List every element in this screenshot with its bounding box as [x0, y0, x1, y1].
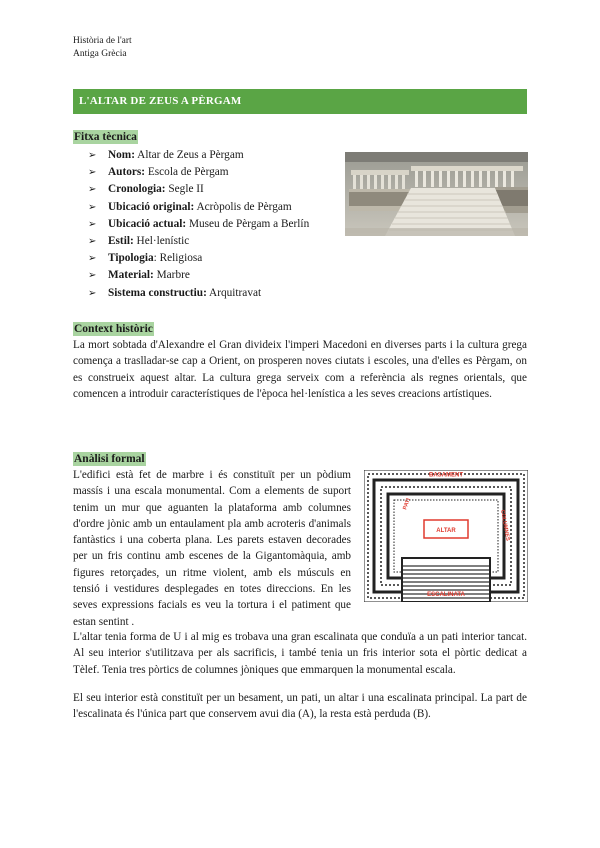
- arrow-bullet-icon: ➢: [88, 270, 97, 282]
- plan-label-escalinata: ESCALINATA: [427, 592, 465, 598]
- item-value: Acròpolis de Pèrgam: [194, 200, 292, 213]
- item-label: Nom:: [108, 149, 135, 161]
- item-value: Arquitravat: [206, 286, 262, 299]
- analisi-heading: Anàlisi formal: [74, 453, 145, 465]
- arrow-bullet-icon: ➢: [88, 167, 97, 179]
- analisi-paragraph-2: L'altar tenia forma de U i al mig es trobava una gran escalinata que conduïa a un pati interior tancat. Al seu interior s'utilitzava per als sacrificis, i també tenia un fris interior sota el pòrtic dedicat a Tèlef. Tenia tres pòrtics de columnes jòniques que emmarquen la monumental escala.: [73, 631, 527, 676]
- list-item: [88, 147, 309, 164]
- list-item: [88, 164, 309, 181]
- altar-photo: [345, 152, 528, 236]
- analisi-paragraph-3: El seu interior està constituït per un besament, un pati, un altar i una escalinata principal. La part de l'escalinata és l'única part que conservem avui dia (A), la resta està perduda (B).: [73, 692, 527, 721]
- plan-label-pati: PATI: [402, 497, 412, 511]
- arrow-bullet-icon: ➢: [88, 218, 97, 230]
- list-item: [88, 233, 309, 250]
- analisi-paragraph-1: L'edifici està fet de marbre i és constituït per un pòdium massís i una escala monumental. Com a elements de suport tenim un mur que aguanten la plataforma amb columnes d'ordre jònic amb un entaulament pla amb acroteris d'animals fantàstics i una coberta plana. Les parets estaven decorades per un fris continu amb escenes de la Gigantomàquia, amb figures retorçades, un ritme violent, amb els músculs en tensió i vestidures desplegades en totes direccions. En les seves expressions facials es veu la tortura i el patiment que estan sentint .: [73, 469, 351, 628]
- plan-label-columnes: COLUMNES: [499, 509, 511, 542]
- item-label: Sistema constructiu:: [108, 286, 207, 299]
- fitxa-heading: Fitxa tècnica: [74, 131, 137, 143]
- item-label: Cronologia:: [108, 183, 166, 196]
- arrow-bullet-icon: ➢: [88, 236, 97, 248]
- list-item: [88, 181, 309, 198]
- item-value: Museu de Pèrgam a Berlín: [186, 217, 310, 230]
- item-value: Hel·lenístic: [133, 235, 190, 248]
- arrow-bullet-icon: ➢: [88, 150, 97, 161]
- list-item: [88, 285, 309, 302]
- fitxa-list: [88, 147, 309, 302]
- context-heading: Context històric: [74, 323, 153, 335]
- plan-label-altar: ALTAR: [436, 528, 456, 534]
- item-value: Altar de Zeus a Pèrgam: [134, 149, 244, 161]
- plan-label-basament: BASAMENT: [429, 472, 463, 479]
- list-item: [88, 216, 309, 233]
- item-label: Ubicació actual:: [108, 217, 187, 230]
- list-item: [88, 199, 309, 216]
- header-topic: Antiga Grècia: [73, 49, 127, 59]
- item-label: Material:: [108, 269, 154, 282]
- list-item: [88, 267, 309, 284]
- altar-floor-plan: [364, 470, 528, 602]
- item-value: : Religiosa: [153, 252, 203, 265]
- item-label: Estil:: [108, 235, 134, 248]
- arrow-bullet-icon: ➢: [88, 201, 97, 213]
- arrow-bullet-icon: ➢: [88, 184, 97, 196]
- context-text: La mort sobtada d'Alexandre el Gran divideix l'imperi Macedoni en diverses parts i la cultura grega comença a traslladar-se cap a Orient, on prosperen noves ciutats i escoles, una d'elles es Pèrgam, on es construeix aquest altar. La cultura grega serveix com a referència als regnes orientals, que comencen a introduir característiques de l'època hel·lenística a les seves creacions artístiques.: [73, 339, 527, 400]
- item-value: Escola de Pèrgam: [145, 166, 229, 179]
- header-subject: Història de l'art: [73, 36, 132, 46]
- item-value: Marbre: [153, 269, 190, 282]
- item-label: Tipologia: [108, 252, 154, 265]
- arrow-bullet-icon: ➢: [88, 287, 97, 299]
- item-label: Ubicació original:: [108, 200, 195, 213]
- item-label: Autors:: [108, 166, 146, 179]
- document-title: L'ALTAR DE ZEUS A PÈRGAM: [73, 89, 527, 114]
- list-item: [88, 250, 309, 267]
- arrow-bullet-icon: ➢: [88, 253, 97, 265]
- item-value: Segle II: [165, 183, 204, 196]
- page-header: [73, 35, 132, 61]
